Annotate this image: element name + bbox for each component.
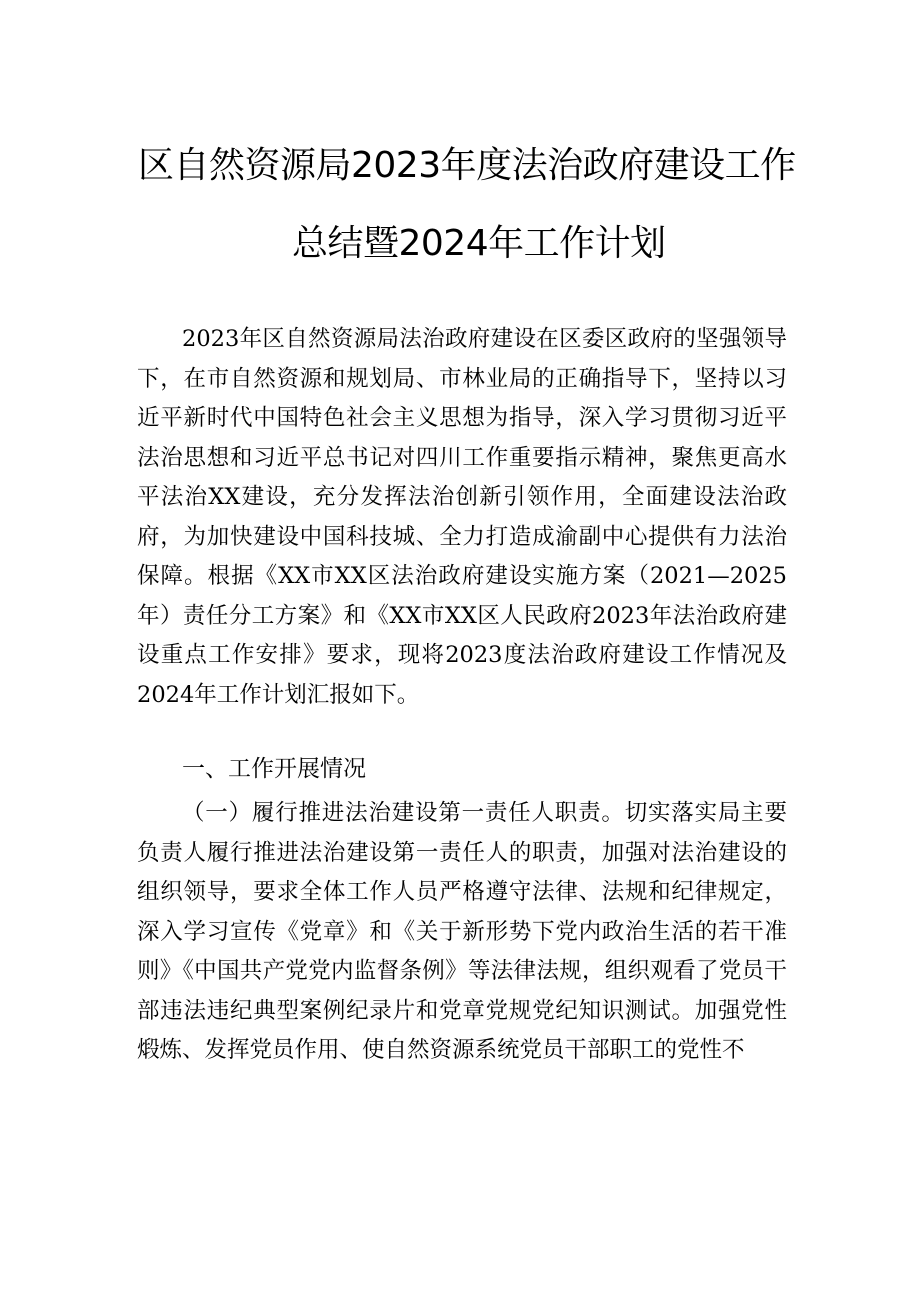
intro-paragraph: 2023年区自然资源局法治政府建设在区委区政府的坚强领导下，在市自然资源和规划局、市林业局的正确指导下，坚持以习近平新时代中国特色社会主义思想为指导，深入学习贯彻习近平法治思想和习近平总书记对四川工作重要指示精神，聚焦更高水平法治XX建设，充分发挥法治创新引领作用，全面建设法治政府，为加快建设中国科技城、全力打造成渝副中心提供有力法治保障。根据《XX市XX区法治政府建设实施方案（2021—2025年）责任分工方案》和《XX市XX区人民政府2023年法治政府建设重点工作安排》要求，现将2023度法治政府建设工作情况及2024年工作计划汇报如下。 bbox=[137, 326, 787, 708]
document-title-line-2: 总结暨2024年工作计划 bbox=[292, 223, 666, 264]
subsection-lead: （一）履行推进法治建设第一责任人职责。 bbox=[182, 800, 625, 826]
subsection-body: 切实落实局主要负责人履行推进法治建设第一责任人的职责，加强对法治建设的组织领导，要求全体工作人员严格遵守法律、法规和纪律规定，深入学习宣传《党章》和《关于新形势下党内政治生活的若干准则》《中国共产党党内监督条例》等法律法规，组织观看了党员干部违法违纪典型案例纪录片和党章党规党纪知识测试。加强党性煅炼、发挥党员作用、使自然资源系统党员干部职工的党性不 bbox=[137, 800, 787, 1063]
section-heading: 一、工作开展情况 bbox=[182, 756, 366, 782]
subsection-paragraph bbox=[137, 794, 787, 1071]
document-title-line-1: 区自然资源局2023年度法治政府建设工作 bbox=[138, 145, 796, 186]
